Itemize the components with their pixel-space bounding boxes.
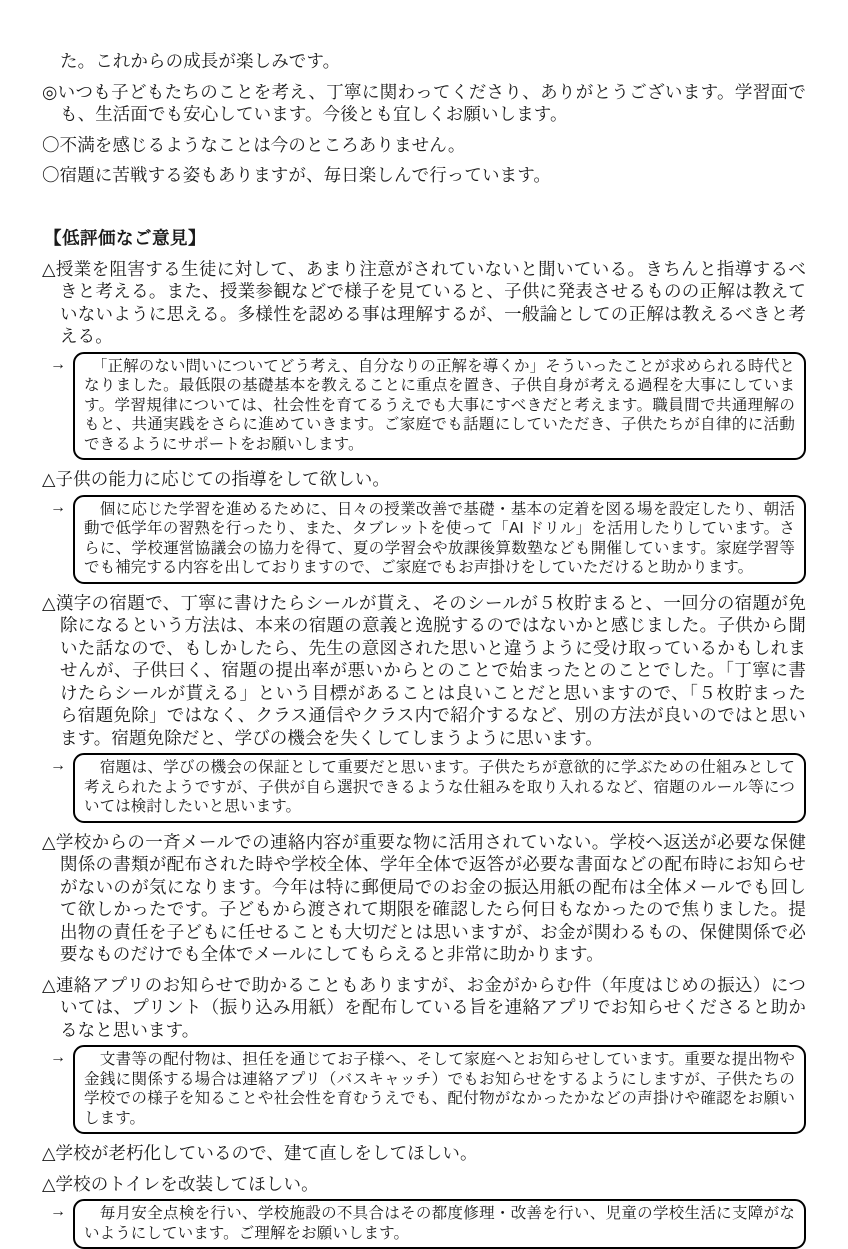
reply-box: 「正解のない問いについてどう考え、自分なりの正解を導くか」そういったことが求められる時代となりました。最低限の基礎基本を教えることに重点を置き、子供自身が考える過程を大事にしています。学習規律については、社会性を育てるうえでも大事にすべきだと考えます。職員間で共通理解のもと、共通実践をさらに進めていきます。ご家庭でも話題にしていただき、子供たちが自律的に活動できるようにサポートをお願いします。 (73, 352, 806, 461)
opinion-item: △連絡アプリのお知らせで助かることもありますが、お金がからむ件（年度はじめの振込）については、プリント（振り込み用紙）を配布している旨を連絡アプリでお知らせくださると助かるなと思います。 (42, 974, 806, 1040)
positive-comment: 〇宿題に苦戦する姿もありますが、毎日楽しんで行っています。 (42, 165, 551, 185)
right-arrow-icon: → (50, 355, 66, 373)
reply-box: 文書等の配付物は、担任を通じてお子様へ、そして家庭へとお知らせしています。重要な提出物や金銭に関係する場合は連絡アプリ（バスキャッチ）でもお知らせをするようにしますが、子供たちの学校での様子を知ることや社会性を育むうえでも、配付物がなかったかなどの声掛けや確認をお願いします。 (73, 1045, 806, 1134)
right-arrow-icon: → (50, 1203, 66, 1220)
opinion-item: △学校のトイレを改装してほしい。 (42, 1173, 319, 1194)
right-arrow-icon: → (50, 757, 66, 774)
opinion-item: △授業を阻害する生徒に対して、あまり注意がされていないと聞いている。きちんと指導するべきと考える。また、授業参観などで様子を見ていると、子供に発表させるものの正解は教えていないように思える。多様性を認める事は理解するが、一般論としての正解は教えるべきと考える。 (42, 258, 806, 346)
reply-box: 宿題は、学びの機会の保証として重要だと思います。子供たちが意欲的に学ぶための仕組みとして考えられたようですが、子供が自ら選択できるような仕組みを取り入れるなど、宿題のルール等については検討したいと思います。 (73, 753, 806, 823)
right-arrow-icon: → (50, 498, 66, 516)
reply-box: 個に応じた学習を進めるために、日々の授業改善で基礎・基本の定着を図る場を設定したり、朝活動で低学年の習熟を行ったり、また、タブレットを使って「AI ドリル」を活用したりしています。さらに、学校運営協議会の協力を得て、夏の学習会や放課後算数塾なども開催しています。家庭学習等でも補完する内容を出しておりますので、ご家庭でもお声掛けをしていただけると助かります。 (73, 495, 806, 584)
right-arrow-icon: → (50, 1049, 66, 1066)
positive-comment: ◎いつも子どもたちのことを考え、丁寧に関わってくださり、ありがとうございます。学習面でも、生活面でも安心しています。今後とも宜しくお願いします。 (42, 81, 806, 124)
reply-row (50, 1045, 806, 1134)
opinion-item: △学校からの一斉メールでの連絡内容が重要な物に活用されていない。学校へ返送が必要な保健関係の書類が配布された時や学校全体、学年全体で返答が必要な書面などの配布時にお知らせがないのが気になります。今年は特に郵便局でのお金の振込用紙の配布は全体メールでも回して欲しかったです。子どもから渡されて期限を確認したら何日もなかったので焦りました。提出物の責任を子どもに任せることも大切だとは思いますが、お金が関わるもの、保健関係で必要なものだけでも全体でメールにしてもらえると非常に助かります。 (42, 831, 806, 964)
opinion-item: △漢字の宿題で、丁寧に書けたらシールが貰え、そのシールが５枚貯まると、一回分の宿題が免除になるという方法は、本来の宿題の意義と逸脱するのではないかと感じました。子供から聞いた話なので、もしかしたら、先生の意図された思いと違うように受け取っているかもしれませんが、子供曰く、宿題の提出率が悪いからとのことで始まったとのことでした。「丁寧に書けたらシールが貰える」という目標があることは良いことだと思いますので、「５枚貯まったら宿題免除」ではなく、クラス通信やクラス内で紹介するなど、別の方法が良いのではと思います。宿題免除だと、学びの機会を失くしてしまうように思います。 (42, 592, 806, 748)
reply-row (50, 352, 806, 461)
opinion-item: △子供の能力に応じての指導をして欲しい。 (42, 469, 390, 489)
positive-comment: 〇不満を感じるようなことは今のところありません。 (42, 134, 466, 155)
opinion-item: △学校が老朽化しているので、建て直しをしてほしい。 (42, 1143, 478, 1163)
reply-row (50, 1199, 806, 1249)
continuation-line: た。これからの成長が楽しみです。 (60, 51, 341, 71)
reply-row (50, 495, 806, 584)
reply-row (50, 753, 806, 823)
section-heading: 【低評価なご意見】 (44, 227, 206, 248)
reply-box: 毎月安全点検を行い、学校施設の不具合はその都度修理・改善を行い、児童の学校生活に支障がないようにしています。ご理解をお願いします。 (73, 1199, 806, 1249)
